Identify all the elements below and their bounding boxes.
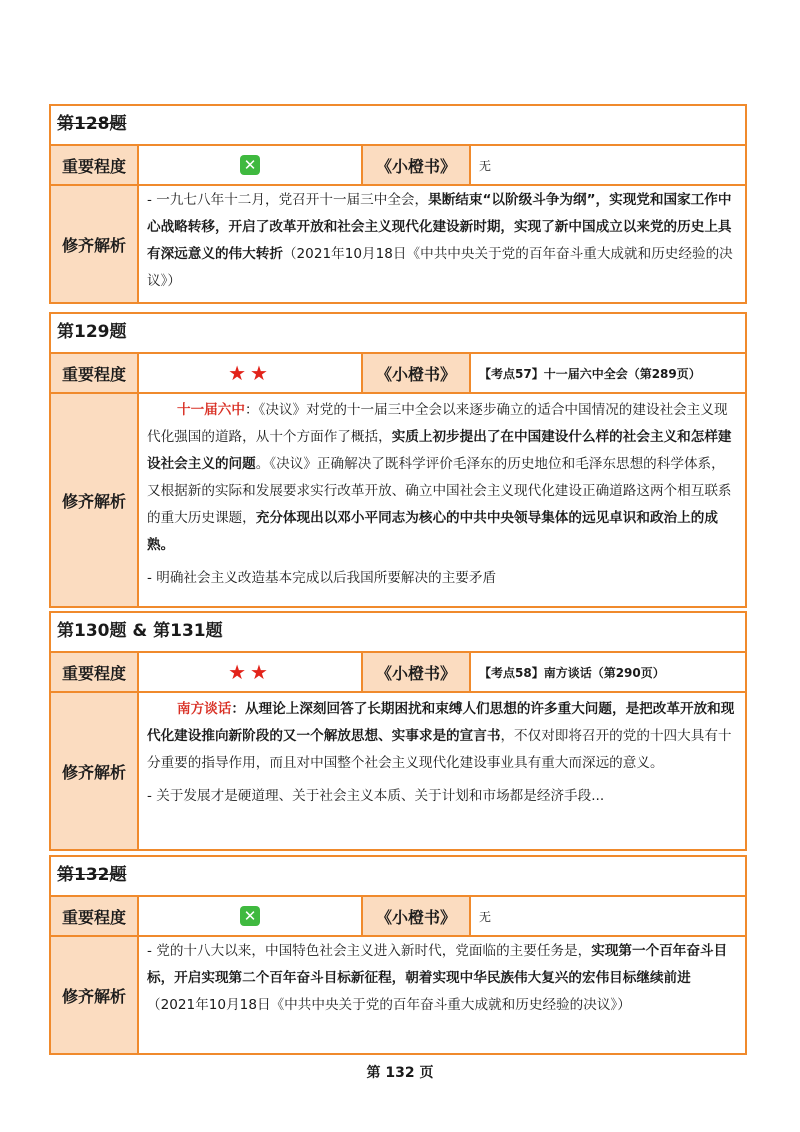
analysis-label: 修齐解析 (51, 937, 139, 1053)
importance-label: 重要程度 (51, 897, 139, 935)
importance-value (139, 354, 363, 392)
cross-mark-icon: ✕ (240, 906, 260, 926)
importance-row (51, 897, 745, 937)
book-label: 《小橙书》 (363, 653, 471, 691)
importance-row (51, 146, 745, 186)
importance-label: 重要程度 (51, 146, 139, 184)
question-title: 第129题 (51, 314, 745, 354)
book-value: 【考点57】 十一届六中全会（第289页） (479, 366, 701, 381)
analysis-content: 南方谈话：从理论上深刻回答了长期困扰和束缚人们思想的许多重大问题，是把改革开放和现代化建设推向新阶段的又一个解放思想、实事求是的宣言书，不仅对即将召开的党的十四大具有十分重要的指导作用，而且对中国整个社会主义现代化建设事业具有重大而深远的意义。 - 关于发展才是硬道理、关于社会主义本质、关于计划和市场都是经济手段... (147, 701, 735, 804)
star-icon: ★★ (228, 361, 272, 385)
analysis-label: 修齐解析 (51, 186, 139, 302)
importance-label: 重要程度 (51, 354, 139, 392)
importance-value (139, 146, 363, 184)
analysis-row (51, 186, 745, 302)
star-icon: ★★ (228, 660, 272, 684)
importance-row (51, 653, 745, 693)
importance-value (139, 897, 363, 935)
analysis-content: - 党的十八大以来，中国特色社会主义进入新时代，党面临的主要任务是，实现第一个百年奋斗目标，开启实现第二个百年奋斗目标新征程，朝着实现中华民族伟大复兴的宏伟目标继续前进（2021年10月18日《中共中央关于党的百年奋斗重大成就和历史经验的决议》） (147, 943, 728, 1013)
analysis-label: 修齐解析 (51, 693, 139, 849)
analysis-row (51, 394, 745, 606)
question-128-block (49, 104, 747, 304)
book-label: 《小橙书》 (363, 897, 471, 935)
book-label: 《小橙书》 (363, 354, 471, 392)
book-value: 【考点58】 南方谈话（第290页） (479, 665, 665, 680)
importance-label: 重要程度 (51, 653, 139, 691)
question-130-131-block (49, 611, 747, 851)
analysis-content: - 一九七八年十二月，党召开十一届三中全会，果断结束“以阶级斗争为纲”，实现党和国家工作中心战略转移，开启了改革开放和社会主义现代化建设新时期，实现了新中国成立以来党的历史上具有深远意义的伟大转折（2021年10月18日《中共中央关于党的百年奋斗重大成就和历史经验的决议》） (147, 192, 733, 289)
importance-value (139, 653, 363, 691)
question-title: 第128题 (51, 106, 745, 146)
question-title: 第132题 (51, 857, 745, 897)
page-number: 第 132 页 (366, 1065, 434, 1081)
question-132-block (49, 855, 747, 1055)
analysis-row (51, 693, 745, 849)
analysis-row (51, 937, 745, 1053)
question-title: 第130题 & 第131题 (51, 613, 745, 653)
analysis-label: 修齐解析 (51, 394, 139, 606)
cross-mark-icon: ✕ (240, 155, 260, 175)
question-129-block (49, 312, 747, 608)
book-value: 无 (479, 909, 492, 924)
analysis-content: 十一届六中：《决议》对党的十一届三中全会以来逐步确立的适合中国情况的建设社会主义现代化强国的道路，从十个方面作了概括，实质上初步提出了在中国建设什么样的社会主义和怎样建设社会主义的问题。《决议》正确解决了既科学评价毛泽东的历史地位和毛泽东思想的科学体系，又根据新的实际和发展要求实行改革开放、确立中国社会主义现代化建设正确道路这两个相互联系的重大历史课题，充分体现出以邓小平同志为核心的中共中央领导集体的远见卓识和政治上的成熟。 - 明确社会主义改造基本完成以后我国所要解决的主要矛盾 (147, 402, 732, 586)
book-label: 《小橙书》 (363, 146, 471, 184)
book-value: 无 (479, 158, 492, 173)
importance-row (51, 354, 745, 394)
